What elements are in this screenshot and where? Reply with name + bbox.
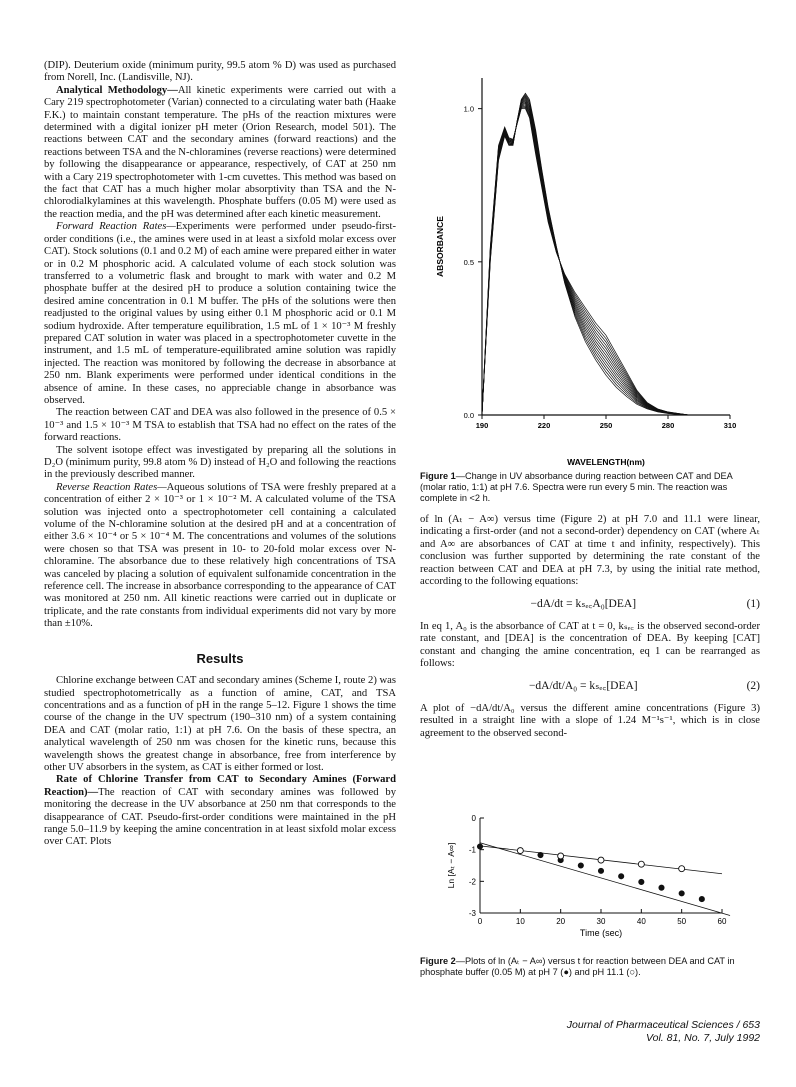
equation-1: −dA/dt = kₛₑ꜀A₀[DEA] (1): [530, 598, 760, 611]
y-axis-label: ABSORBANCE: [435, 216, 445, 277]
spectrum-curve: [482, 106, 689, 415]
volume-line: Vol. 81, No. 7, July 1992: [645, 1032, 760, 1044]
right-column: [420, 514, 760, 740]
figure-1-caption: Figure 1—Change in UV absorbance during reaction between CAT and DEA (molar ratio, 1:1) at pH 7.6. Spectra were run every 5 min. The reaction was complete in <2 h.: [420, 471, 733, 503]
x-axis-label: WAVELENGTH(nm): [567, 457, 645, 467]
spectrum-curve: [482, 104, 689, 416]
page-footer: [567, 1019, 760, 1045]
y-tick-label: -1: [468, 845, 476, 855]
y-tick-label: 0.5: [463, 257, 474, 267]
spectrum-curve: [482, 102, 689, 415]
spectrum-curve: [482, 100, 689, 415]
x-tick-label: 10: [515, 917, 525, 926]
y-axis-label: Ln [Aₜ − A∞]: [446, 842, 456, 889]
left-column: [44, 60, 396, 849]
x-tick-label: 60: [717, 917, 727, 926]
y-tick-label: 0: [471, 814, 476, 823]
x-tick-label: 50: [677, 917, 687, 926]
x-tick-label: 280: [661, 421, 675, 430]
figure-1-chart: [420, 56, 760, 476]
data-point-filled: [578, 863, 583, 868]
run-in-heading: Forward Reaction Rates—: [56, 221, 176, 233]
run-in-heading: Analytical Methodology—: [56, 84, 178, 96]
data-point-filled: [679, 891, 684, 896]
run-in-heading: Rate of Chlorine Transfer from CAT to Secondary Amines (Forward Reaction)—: [44, 774, 396, 798]
x-tick-label: 30: [596, 917, 606, 926]
paragraph: The solvent isotope effect was investigated by preparing all the solutions in D₂O (minimum purity, 99.8 atom % D) instead of H₂O and following the reactions in the previously described manner.: [44, 444, 396, 481]
spectrum-curve: [482, 109, 689, 415]
paragraph: The reaction between CAT and DEA was also followed in the presence of 0.5 × 10⁻³ and 1.5 × 10⁻³ M TSA to establish that TSA had no effect on the rates of the forward reactions.: [44, 407, 396, 444]
spectrum-curve: [482, 98, 689, 415]
x-tick-label: 40: [636, 917, 646, 926]
data-point-filled: [639, 879, 644, 884]
data-point-open: [679, 866, 685, 872]
data-point-filled: [477, 844, 482, 849]
data-point-open: [638, 861, 644, 867]
data-point-filled: [659, 885, 664, 890]
figure-2-caption: Figure 2—Plots of ln (Aₜ − A∞) versus t for reaction between DEA and CAT in phosphate buffer (0.05 M) at pH 7 (●) and pH 11.1 (○).: [420, 956, 735, 977]
data-point-open: [598, 857, 604, 863]
spectrum-curve: [482, 105, 689, 415]
data-point-open: [558, 853, 564, 859]
paragraph: of ln (Aₜ − A∞) versus time (Figure 2) at pH 7.0 and 11.1 were linear, indicating a first-order (and not a second-order) dependency on CAT (where Aₜ and A∞ are absorbances of CAT at time t and infinity, respectively). This conclusion was further supported by determining the rate constant of the reaction between CAT and DEA at pH 7.3, by using the initial rate method, according to the following equations:: [420, 514, 760, 588]
data-point-filled: [619, 874, 624, 879]
paragraph: Chlorine exchange between CAT and secondary amines (Scheme I, route 2) was studied spectrophotometrically as a function of amine, CAT, and TSA concentrations and as a function of pH in the range 5–12. Figure 1 shows the time course of the change in the UV spectrum (190–310 nm) of a system containing DEA and CAT (molar ratio, 1:1) at pH 7.6. On the basis of these spectra, an analytical wavelength of 250 nm was chosen for the kinetic runs, because this wavelength shows the greatest change in absorbance, free from interference by other UV absorbers in the system, as CAT is either formed or lost.: [44, 675, 396, 773]
y-tick-label: -3: [468, 909, 476, 918]
x-tick-label: 0: [477, 917, 483, 926]
paragraph: Reverse Reaction Rates—Aqueous solutions of TSA were freshly prepared at a concentration of either 2 × 10⁻³ or 1 × 10⁻² M. A calculated volume of the TSA solution was injected onto a spectrophotometer cell containing a calculated volume of the N-chloramine solution at the desired pH and at a concentration of either 3.6 × 10⁻⁴ or 5 × 10⁻⁴ M. The concentrations and volumes of the solutions were chosen so that TSA was present in 10- to 20-fold molar excess over N-chloramine. The absorbance due to these relatively high concentrations of TSA was canceled by placing a solution of equivalent sulfonamide concentration in the reference cell. The increase in absorbance corresponding to the appearance of CAT was monitored at 250 nm. All kinetic reactions were carried out in duplicate or triplicate, and the rate constants from individual experiments did not vary by more than ±10%.: [44, 481, 397, 630]
y-tick-label: 1.0: [463, 104, 474, 114]
x-tick-label: 220: [537, 421, 551, 430]
paragraph: Forward Reaction Rates—Experiments were performed under pseudo-first-order conditions (i.e., the amines were used in at least a sixfold molar excess over CAT). Stock solutions (0.1 and 0.2 M) of each amine were prepared either in water or in 0.2 M phosphoric acid. A calculated volume of each stock solution was transferred to a volumetric flask and brought to mark with water and 0.2 M phosphate buffer at the desired pH to produce a solution containing twice the desired amine concentration in 0.1 M buffer. The pHs of the solutions were then readjusted to the original values by using either 0.1 M phosphoric acid or 0.1 M sodium hydroxide. After temperature equilibration, 1.5 mL of 1 × 10⁻³ M freshly prepared CAT solution in water was placed in a spectrophotometer cuvette in the instrument, and 1.5 mL of temperature-equilibrated amine solution was rapidly injected. The reaction was monitored by following the decrease in absorbance at 250 nm. Blank experiments were performed under identical conditions in the absence of amine. In these cases, no appreciable change in absorbance was observed.: [44, 221, 397, 406]
paragraph: Rate of Chlorine Transfer from CAT to Secondary Amines (Forward Reaction)—The reaction of CAT with secondary amines was followed by monitoring the decrease in the UV absorbance at 250 nm that corresponds to the disappearance of CAT. Pseudo-first-order conditions were maintained in the pH range 5.0–11.9 by keeping the amine concentration in at least sixfold molar excess over CAT. Plots: [44, 774, 396, 848]
data-point-open: [517, 848, 523, 854]
paragraph: (DIP). Deuterium oxide (minimum purity, 99.5 atom % D) was used as purchased from Norell, Inc. (Landisville, NJ).: [44, 60, 396, 84]
x-tick-label: 310: [723, 421, 737, 430]
paragraph: A plot of −dA/dt/A₀ versus the different amine concentrations (Figure 3) resulted in a straight line with a slope of 1.24 M⁻¹s⁻¹, which is in close agreement to the observed second-: [420, 702, 760, 739]
x-tick-label: 190: [475, 421, 489, 430]
run-in-heading: Reverse Reaction Rates—: [56, 481, 167, 493]
x-tick-label: 250: [599, 421, 613, 430]
data-point-filled: [699, 896, 704, 901]
data-point-filled: [538, 852, 543, 857]
spectrum-curve: [482, 101, 689, 415]
fit-line: [480, 843, 730, 916]
journal-line: Journal of Pharmaceutical Sciences / 653: [566, 1019, 760, 1031]
equation-2: −dA/dt/A₀ = kₛₑ꜀[DEA] (2): [528, 680, 760, 693]
figure-2-chart: [420, 808, 740, 953]
y-tick-label: -2: [468, 877, 476, 887]
x-axis-label: Time (sec): [579, 928, 623, 938]
paragraph: In eq 1, A₀ is the absorbance of CAT at t = 0, kₛₑ꜀ is the observed second-order rate constant, and [DEA] is the concentration of DEA. By keeping [CAT] constant and changing the amine concentration, eq 1 can be rearranged as follows:: [420, 620, 760, 670]
x-tick-label: 20: [556, 917, 566, 926]
paragraph: Analytical Methodology—All kinetic experiments were carried out with a Cary 219 spectrophotometer (Varian) connected to a circulating water bath (Haake F.K.) to maintain constant temperature. The pHs of the reaction mixtures were determined with a digital ionizer pH meter (Orion Research, model 501). The reactions between CAT and the secondary amines (forward reactions) and the reactions between TSA and the N-chloramines (reverse reactions) were determined by following the disappearance or appearance, respectively, of CAT at 250 nm with a Cary 219 spectrophotometer with 1-cm cuvettes. This method was based on the fact that CAT has a much higher molar absorptivity than TSA and the N-chlorodialkylamines at this wavelength. Phosphate buffers (0.05 M) were used as the reaction media, and the pH was determined after each kinetic measurement.: [44, 84, 396, 220]
section-heading: Results: [196, 650, 244, 666]
spectrum-curve: [482, 107, 689, 415]
data-point-filled: [598, 868, 603, 873]
y-tick-label: 0.0: [463, 411, 474, 420]
